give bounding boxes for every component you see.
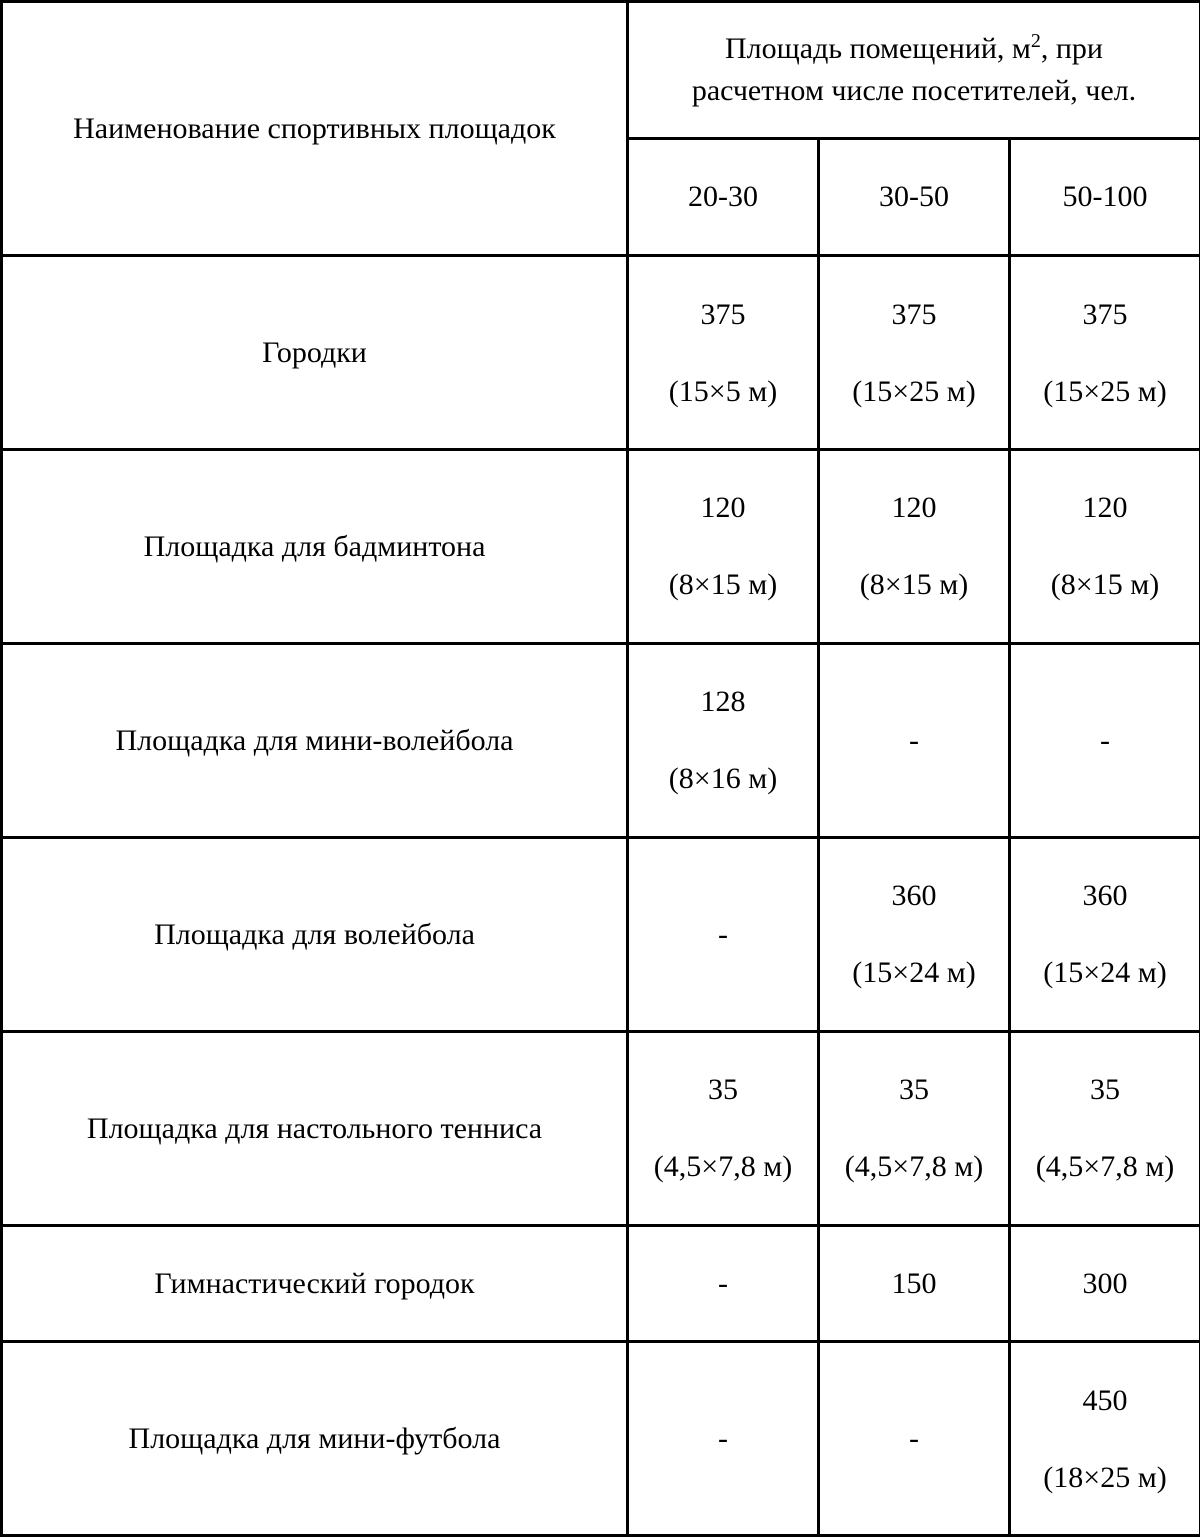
header-row	[2, 2, 1200, 139]
area-group-header-line1	[629, 28, 1199, 70]
area-value: 128	[700, 685, 746, 719]
area-group-header-line2: расчетном числе посетителей, чел.	[691, 73, 1137, 107]
row-name: Площадка для настольного тенниса	[2, 1031, 628, 1225]
table-cell	[628, 1031, 819, 1225]
area-value: 360	[1082, 879, 1128, 913]
area-value: 375	[1082, 297, 1128, 331]
row-name: Площадка для мини-футбола	[2, 1342, 628, 1536]
size-value: (8×15 м)	[668, 568, 778, 602]
table-cell	[628, 256, 819, 450]
area-value: 375	[891, 297, 937, 331]
size-value: (15×25 м)	[1043, 374, 1167, 408]
size-value: (4,5×7,8 м)	[653, 1150, 793, 1184]
table-cell	[1010, 256, 1200, 450]
table-cell	[819, 450, 1010, 644]
area-group-header	[628, 2, 1200, 139]
table-cell	[1010, 450, 1200, 644]
table-row	[2, 837, 1200, 1031]
area-value: 360	[891, 879, 937, 913]
size-value: (18×25 м)	[1043, 1460, 1167, 1494]
table-row	[2, 643, 1200, 837]
table-cell: -	[628, 1342, 819, 1536]
table-row	[2, 1031, 1200, 1225]
table-cell	[1010, 837, 1200, 1031]
size-value: (15×24 м)	[1043, 956, 1167, 990]
area-value: 120	[700, 491, 746, 525]
table-row	[2, 1342, 1200, 1536]
row-name: Площадка для волейбола	[2, 837, 628, 1031]
size-value: (15×25 м)	[852, 374, 976, 408]
table-cell	[819, 256, 1010, 450]
table-row	[2, 450, 1200, 644]
table-cell	[1010, 1342, 1200, 1536]
area-unit-superscript: 2	[1030, 29, 1041, 52]
table-cell	[819, 1031, 1010, 1225]
area-group-header-suffix: , при	[1040, 31, 1103, 65]
table-cell	[628, 450, 819, 644]
visitor-range-header: 30-50	[819, 138, 1010, 256]
size-value: (4,5×7,8 м)	[844, 1150, 984, 1184]
size-value: (8×15 м)	[859, 568, 969, 602]
size-value: (8×16 м)	[668, 762, 778, 796]
area-value: 35	[708, 1073, 738, 1107]
area-value: 120	[891, 491, 937, 525]
row-name: Площадка для мини-волейбола	[2, 643, 628, 837]
row-name: Площадка для бадминтона	[2, 450, 628, 644]
visitor-range-header: 20-30	[628, 138, 819, 256]
area-group-header-prefix: Площадь помещений, м	[725, 31, 1031, 65]
row-name: Городки	[2, 256, 628, 450]
name-column-header	[2, 2, 628, 256]
table-cell: -	[628, 837, 819, 1031]
row-name: Гимнастический городок	[2, 1225, 628, 1342]
table-cell: 300	[1010, 1225, 1200, 1342]
area-value: 375	[700, 297, 746, 331]
name-column-header-text: Наименование спортивных площадок	[73, 112, 556, 146]
size-value: (4,5×7,8 м)	[1035, 1150, 1175, 1184]
table-cell: 150	[819, 1225, 1010, 1342]
size-value: (8×15 м)	[1050, 568, 1160, 602]
area-value: 450	[1082, 1383, 1128, 1417]
visitor-range-header: 50-100	[1010, 138, 1200, 256]
area-value: 120	[1082, 491, 1128, 525]
table-cell	[1010, 1031, 1200, 1225]
table-row	[2, 1225, 1200, 1342]
size-value: (15×5 м)	[668, 374, 778, 408]
table-cell: -	[628, 1225, 819, 1342]
table-cell: -	[1010, 643, 1200, 837]
size-value: (15×24 м)	[852, 956, 976, 990]
table-cell	[819, 837, 1010, 1031]
table-cell: -	[819, 643, 1010, 837]
table-row	[2, 256, 1200, 450]
area-value: 35	[899, 1073, 929, 1107]
table-cell: -	[819, 1342, 1010, 1536]
area-value: 35	[1090, 1073, 1120, 1107]
table-cell	[628, 643, 819, 837]
